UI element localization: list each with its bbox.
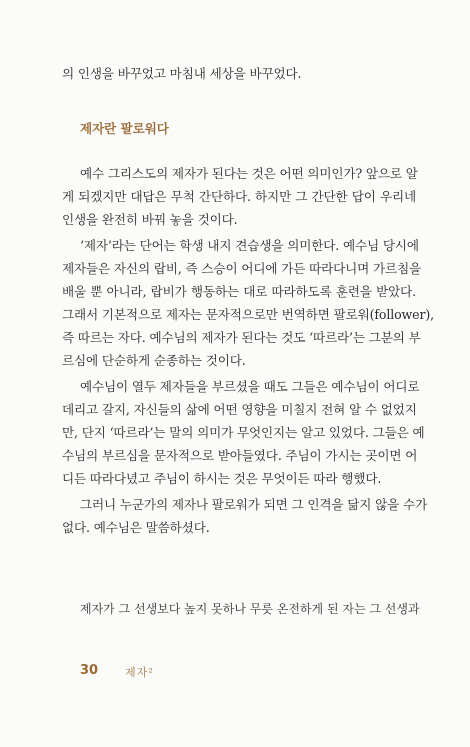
paragraph-line: 배울 뿐 아니라, 랍비가 행동하는 대로 따라하도록 훈련을 받았다. — [62, 284, 416, 299]
paragraph-line: 인생을 완전히 바꿔 놓을 것이다. — [62, 212, 238, 227]
paragraph-line: ‘제자’라는 단어는 학생 내지 견습생을 의미한다. 예수님 당시에 — [80, 238, 419, 253]
paragraph-line: 르심에 단순하게 순종하는 것이다. — [62, 353, 246, 368]
paragraph-line: 예수님이 열두 제자들을 부르셨을 때도 그들은 예수님이 어디로 — [80, 379, 420, 394]
paragraph-line: 없다. 예수님은 말씀하셨다. — [62, 520, 210, 535]
paragraph-line: 디든 따라다녔고 주님이 하시는 것은 무엇이든 따라 행했다. — [62, 471, 382, 486]
running-title: 제자² — [125, 666, 154, 679]
paragraph-line: 그래서 기본적으로 제자는 문자적으로만 번역하면 팔로워(follower), — [62, 307, 434, 322]
paragraph-line: 즉 따르는 자다. 예수님의 제자가 된다는 것도 ‘따르라’는 그분의 부 — [62, 330, 421, 345]
paragraph-line: 만, 단지 ‘따르라’는 말의 의미가 무엇인지는 알고 있었다. 그들은 예 — [62, 425, 425, 440]
top-line: 의 인생을 바꾸었고 마침내 세상을 바꾸었다. — [62, 66, 302, 81]
page-number: 30 — [80, 663, 99, 678]
paragraph-line: 제자들은 자신의 랍비, 즉 스승이 어디에 가든 따라다니며 가르침을 — [62, 261, 422, 276]
scripture-quote: 제자가 그 선생보다 높지 못하나 무릇 온전하게 된 자는 그 선생과 — [80, 602, 420, 616]
paragraph-line: 그러니 누군가의 제자나 팔로워가 되면 그 인격을 닮지 않을 수가 — [80, 497, 428, 512]
paragraph-line: 예수 그리스도의 제자가 된다는 것은 어떤 의미인가? 앞으로 알 — [80, 166, 418, 181]
paragraph-line: 수님의 부르심을 문자적으로 받아들였다. 주님이 가시는 곳이면 어 — [62, 448, 418, 463]
section-heading: 제자란 팔로워다 — [80, 121, 169, 136]
paragraph-line: 데리고 갈지, 자신들의 삶에 어떤 영향을 미칠지 전혀 알 수 없었지 — [62, 402, 417, 417]
paragraph-line: 게 되겠지만 대답은 무척 간단하다. 하지만 그 간단한 답이 우리네 — [62, 189, 416, 204]
